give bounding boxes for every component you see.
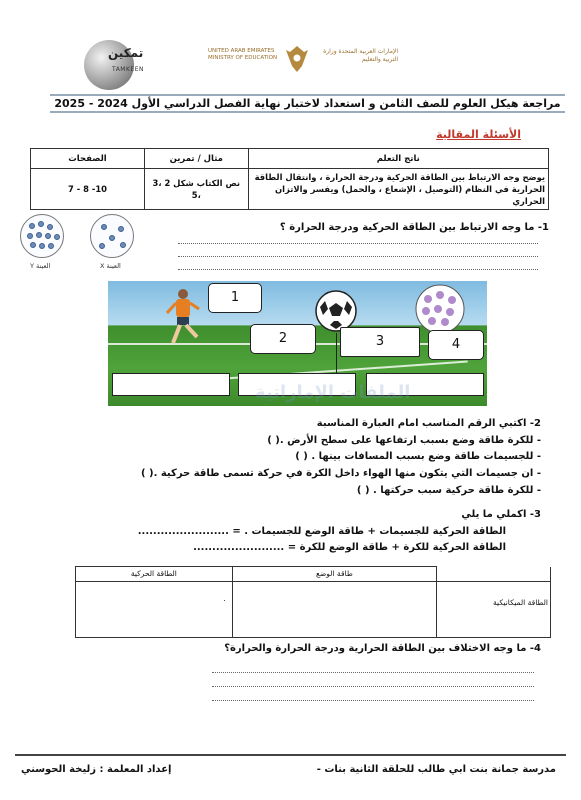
ministry-logo — [208, 44, 398, 74]
ministry-name-en: UNITED ARAB EMIRATES MINISTRY OF EDUCATION — [208, 48, 278, 61]
cell-pages: 7 - 8 -10 — [31, 169, 145, 210]
sample-y-circle — [20, 214, 64, 258]
cell-example: نص الكتاب شكل 2 ،3 ،5 — [144, 169, 248, 210]
tamkeen-logo — [84, 40, 158, 92]
completion-item: الطاقة الحركية للجسيمات + طاقة الوضع للجسيمات . = ........................ — [137, 526, 506, 537]
statement-item: - للكرة طاقة حركية سبب حركتها . ( ) — [356, 485, 541, 496]
question-1: 1- ما وجه الارتباط بين الطاقة الحركية ودرجة الحرارة ؟ — [279, 222, 549, 233]
cell-outcome: يوضح وجه الارتباط بين الطاقة الحركية ودرجة الحرارة ، وانتقال الطاقة الحرارية في النظام (التوصيل ، الإشعاع ، والحمل) ويفسر والاتزان الحراري — [248, 169, 548, 210]
watermark: الملفات الإماراتية — [255, 382, 411, 403]
cell-potential[interactable] — [232, 582, 436, 638]
particle — [30, 242, 36, 248]
outcome-table — [30, 148, 549, 210]
row-label-mechanical: الطاقة الميكانيكية — [437, 582, 551, 638]
header-pages: الصفحات — [31, 149, 145, 169]
particle — [48, 243, 54, 249]
statement-item: - ان جسيمات التي يتكون منها الهواء داخل الكرة في حركة تسمى طاقة حركية .( ) — [140, 468, 541, 479]
answer-line — [212, 686, 534, 687]
answer-line — [212, 672, 534, 673]
label-box-3: 3 — [340, 327, 420, 357]
ministry-name-ar: الإمارات العربية المتحدة وزارة التربية والتعليم — [323, 48, 398, 63]
label-box-2: 2 — [250, 324, 316, 354]
uae-emblem-icon — [284, 44, 310, 74]
sample-x-circle — [90, 214, 134, 258]
page-title: مراجعة هيكل العلوم للصف الثامن و استعداد لاختبار نهاية الفصل الدراسي الأول 2024 - 2025 — [50, 94, 565, 113]
answer-line — [178, 256, 538, 257]
particle — [54, 234, 60, 240]
col-potential-header: طاقة الوضع — [232, 567, 436, 582]
sample-y-label: العينة Y — [30, 262, 51, 270]
particle — [120, 242, 126, 248]
particle — [39, 243, 45, 249]
completion-item: الطاقة الحركية للكرة + طاقة الوضع للكرة = ........................ — [193, 542, 506, 553]
answer-line — [178, 243, 538, 244]
teacher-name: إعداد المعلمة : زليخة الحوسني — [21, 764, 172, 775]
particle — [38, 221, 44, 227]
statement-item: - للجسيمات طاقة وضع بسبب المسافات بينها . ( ) — [295, 451, 541, 462]
question-4: 4- ما وجه الاختلاف بين الطاقة الحرارية ودرجة الحرارة والحرارة؟ — [224, 643, 541, 654]
particles-bubble-icon — [414, 283, 466, 335]
cell-kinetic[interactable]: . — [76, 582, 233, 638]
question-3: 3- اكملي ما يلي — [461, 509, 541, 520]
tamkeen-logo-word: تمكين — [108, 46, 144, 60]
question-2: 2- اكتبي الرقم المناسب امام العبارة المناسبة — [316, 418, 541, 429]
tamkeen-logo-sub: TAMKEEN — [112, 66, 144, 73]
empty-header — [437, 567, 551, 582]
statement-item: - للكرة طاقة وضع بسبب ارتفاعها على سطح الأرض .( ) — [267, 435, 541, 446]
particle — [109, 235, 115, 241]
player-icon — [163, 287, 203, 347]
sample-x-label: العينة X — [100, 262, 121, 270]
particle — [29, 223, 35, 229]
particle — [101, 224, 107, 230]
label-box-1: 1 — [208, 283, 262, 313]
particle — [118, 226, 124, 232]
particle — [99, 243, 105, 249]
label-box-4: 4 — [428, 330, 484, 360]
footer — [15, 754, 566, 786]
answer-line — [212, 700, 534, 701]
particle — [47, 224, 53, 230]
header-example: مثال / تمرين — [144, 149, 248, 169]
answer-line — [178, 269, 538, 270]
school-name: مدرسة جمانة بنت ابي طالب للحلقة الثانية بنات - — [316, 764, 556, 775]
energy-table — [75, 566, 551, 638]
particle — [27, 233, 33, 239]
col-kinetic-header: الطاقة الحركية — [76, 567, 233, 582]
section-title: الأسئلة المقالية — [436, 128, 521, 141]
particle — [36, 232, 42, 238]
particle — [45, 233, 51, 239]
header-outcome: ناتج التعلم — [248, 149, 548, 169]
answer-box[interactable] — [112, 373, 230, 396]
